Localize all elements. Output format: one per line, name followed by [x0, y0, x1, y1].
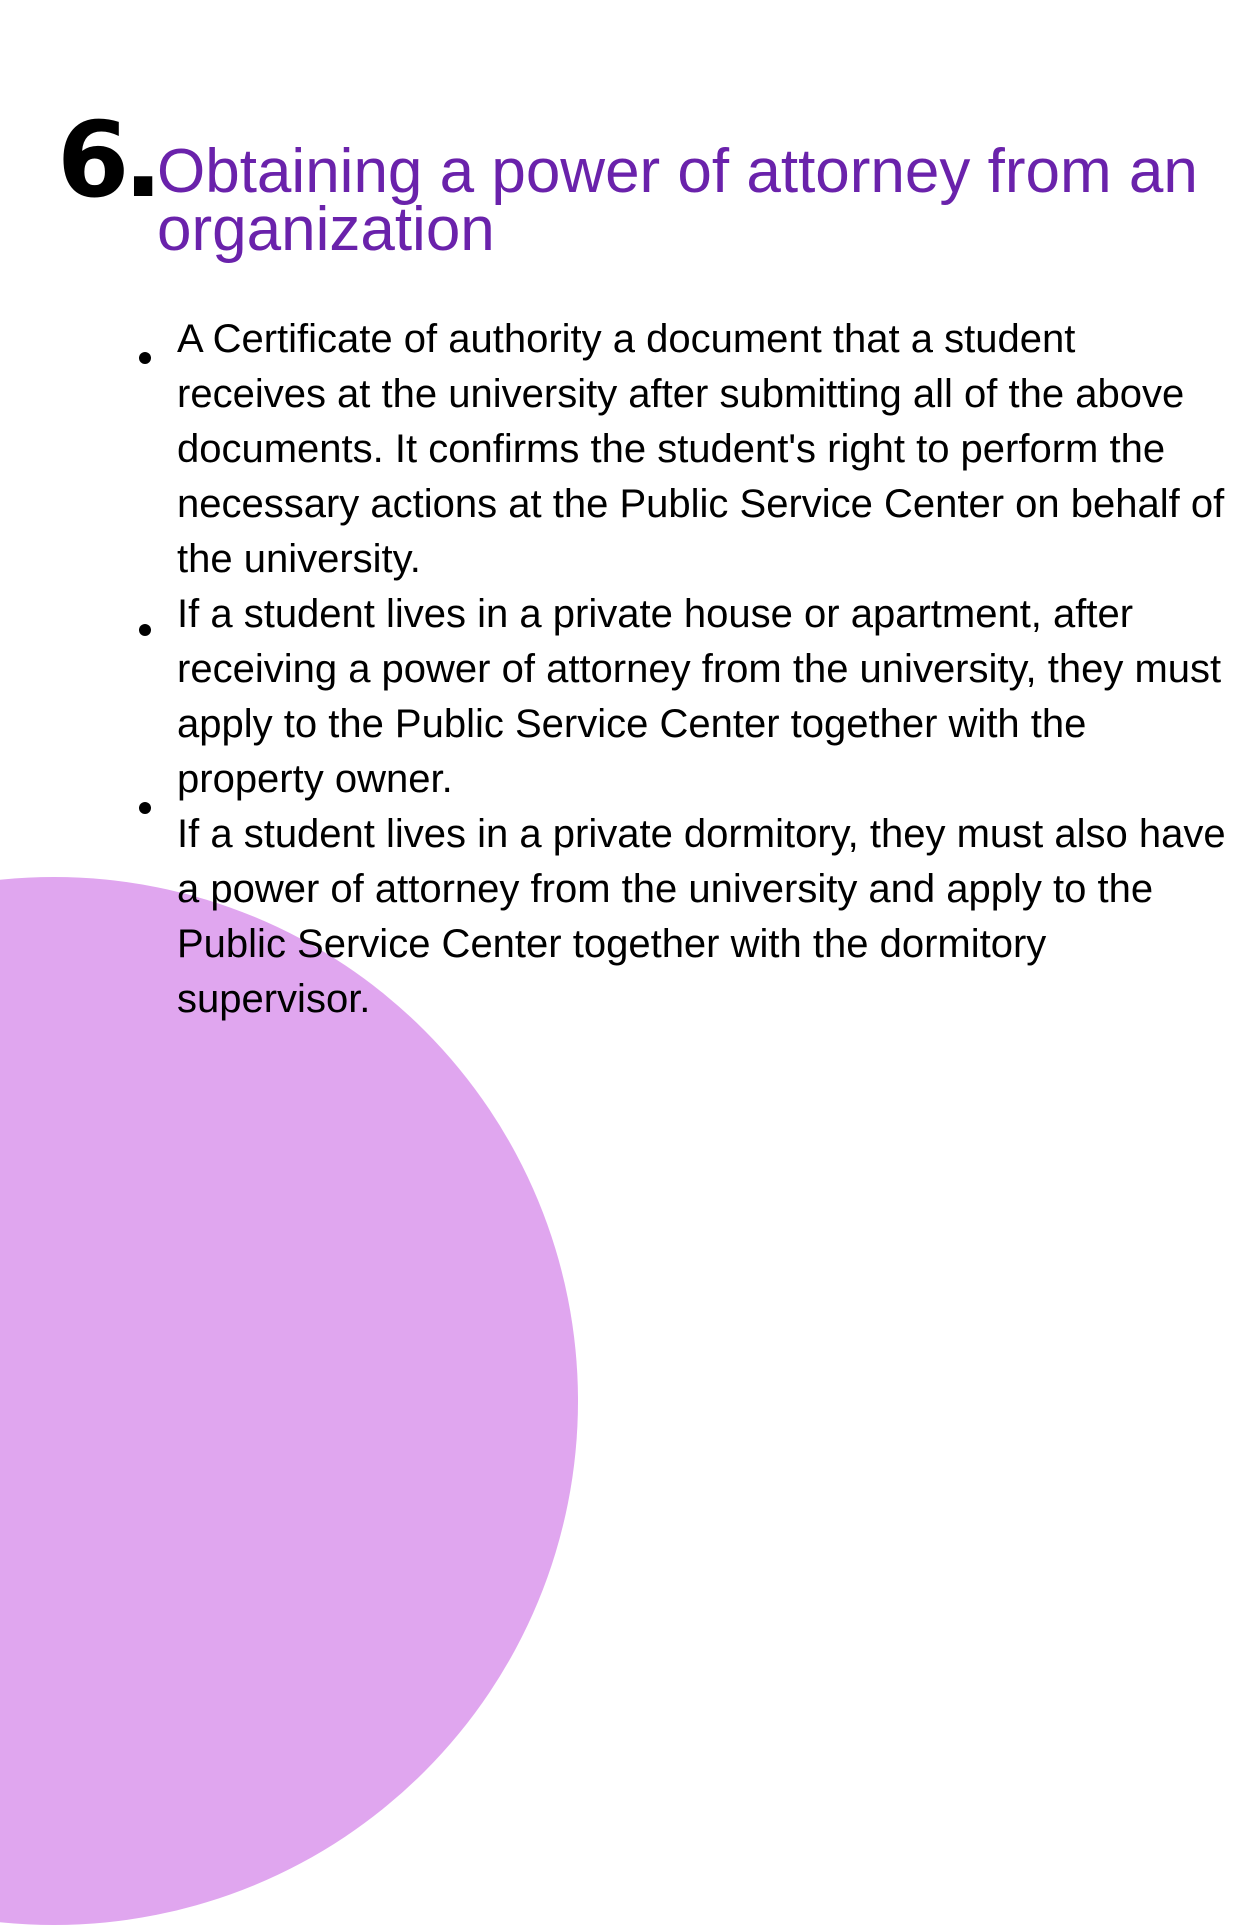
decorative-circle: [0, 877, 578, 1925]
list-item: [177, 312, 1227, 587]
bullet-icon: [139, 624, 151, 636]
bullet-icon: [139, 352, 151, 364]
list-item-text: If a student lives in a private house or apartment, after receiving a power of attorney from the university, they must apply to the Public Service Center together with the property owner.: [177, 592, 1222, 801]
list-item-text: A Certificate of authority a document that a student receives at the university after submitting all of the above documents. It confirms the student's right to perform the necessary actions at the Public Service Center on behalf of the university.: [177, 317, 1225, 581]
list-item: [177, 807, 1227, 1027]
bullet-icon: [139, 802, 151, 814]
list-item: [177, 587, 1227, 807]
list-item-text: If a student lives in a private dormitory, they must also have a power of attorney from the university and apply to the Public Service Center together with the dormitory supervisor.: [177, 812, 1226, 1021]
section-title: Obtaining a power of attorney from an organization: [157, 137, 1198, 264]
bullet-list: [177, 312, 1227, 1027]
section-number: 6.: [57, 99, 157, 221]
